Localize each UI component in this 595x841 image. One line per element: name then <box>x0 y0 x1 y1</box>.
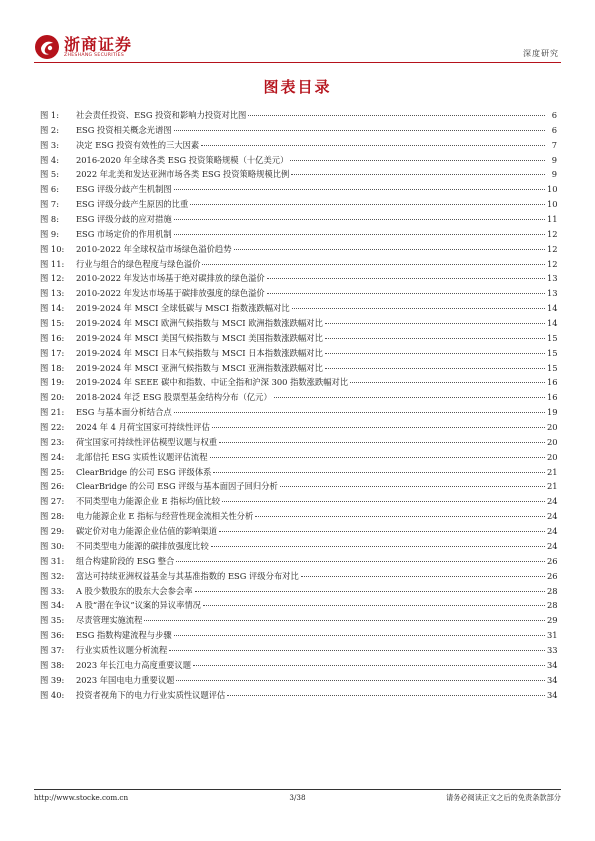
toc-leader-dots <box>213 472 545 473</box>
toc-page-number: 12 <box>547 243 558 254</box>
toc-figure-number: 图 30: <box>40 540 65 551</box>
toc-entry[interactable] <box>40 183 557 198</box>
toc-figure-number: 图 17: <box>40 347 65 358</box>
toc-leader-dots <box>291 174 545 175</box>
toc-figure-number: 图 8: <box>40 214 60 225</box>
toc-page-number: 21 <box>547 466 558 477</box>
toc-leader-dots <box>325 353 545 354</box>
toc-figure-title: 2018-2024 年泛 ESG 股票型基金结构分布（亿元） <box>76 392 272 403</box>
toc-figure-title: A 股“潜在争议”议案的异议率情况 <box>76 600 201 611</box>
toc-entry[interactable] <box>40 287 557 302</box>
toc-leader-dots <box>219 442 545 443</box>
toc-page-number: 33 <box>547 644 558 655</box>
toc-leader-dots <box>211 546 545 547</box>
toc-figure-number: 图 1: <box>40 110 60 120</box>
toc-entry[interactable] <box>40 585 557 600</box>
toc-figure-number: 图 2: <box>40 124 60 135</box>
toc-leader-dots <box>325 323 545 324</box>
toc-page-number: 15 <box>547 347 558 358</box>
toc-entry[interactable] <box>40 243 557 258</box>
toc-figure-title: 不同类型电力能源企业 E 指标均值比较 <box>76 496 221 507</box>
toc-figure-title: 2016-2020 年全球各类 ESG 投资策略规模（十亿美元） <box>76 154 289 165</box>
toc-leader-dots <box>255 516 545 517</box>
toc-figure-title: 组合构建阶段的 ESG 整合 <box>76 555 175 566</box>
toc-figure-title: ESG 评级分歧产生机制图 <box>76 184 172 195</box>
toc-figure-number: 图 36: <box>40 630 65 641</box>
toc-figure-number: 图 40: <box>40 689 65 700</box>
toc-figure-title: 2019-2024 年 MSCI 全球低碳与 MSCI 指数涨跌幅对比 <box>76 303 290 314</box>
toc-figure-title: 不同类型电力能源的碳排放强度比较 <box>76 540 209 551</box>
toc-figure-title: ESG 评级分歧产生原因的比重 <box>76 199 189 210</box>
toc-figure-title: ESG 指数构建流程与步骤 <box>76 630 172 641</box>
toc-entry[interactable] <box>40 525 557 540</box>
logo-chinese-name: 浙商证券 <box>64 34 133 54</box>
toc-leader-dots <box>234 249 545 250</box>
toc-page-number: 9 <box>551 169 557 180</box>
toc-page-number: 14 <box>547 303 558 314</box>
toc-figure-number: 图 28: <box>40 511 65 522</box>
toc-leader-dots <box>144 620 545 621</box>
toc-leader-dots <box>219 531 545 532</box>
toc-page-number: 28 <box>547 585 558 596</box>
toc-entry[interactable] <box>40 570 557 585</box>
toc-page-number: 16 <box>547 377 558 388</box>
toc-leader-dots <box>193 665 545 666</box>
toc-leader-dots <box>174 635 545 636</box>
toc-figure-title: 2010-2022 年发达市场基于绝对碳排放的绿色溢价 <box>76 273 265 284</box>
toc-page-number: 24 <box>547 526 558 537</box>
toc-figure-title: 2023 年长江电力高度重要议题 <box>76 659 192 670</box>
toc-figure-number: 图 3: <box>40 139 60 150</box>
report-type: 深度研究 <box>523 49 559 58</box>
toc-page-number: 12 <box>547 228 558 239</box>
toc-figure-number: 图 9: <box>40 228 60 239</box>
toc-figure-number: 图 4: <box>40 154 60 165</box>
toc-figure-number: 图 23: <box>40 436 65 447</box>
toc-leader-dots <box>210 457 545 458</box>
toc-figure-title: A 股少数股东的股东大会参会率 <box>76 585 193 596</box>
toc-entry[interactable] <box>40 421 557 436</box>
toc-figure-number: 图 38: <box>40 659 65 670</box>
toc-figure-number: 图 12: <box>40 273 65 284</box>
toc-page-number: 10 <box>547 199 558 210</box>
toc-figure-number: 图 20: <box>40 392 65 403</box>
toc-entry[interactable] <box>40 168 557 183</box>
footer-divider <box>34 789 561 790</box>
toc-figure-title: 2019-2024 年 MSCI 欧洲气候指数与 MSCI 欧洲指数涨跌幅对比 <box>76 318 323 329</box>
footer-disclaimer: 请务必阅读正文之后的免责条款部分 <box>445 793 561 802</box>
toc-figure-number: 图 24: <box>40 451 65 462</box>
toc-leader-dots <box>212 427 545 428</box>
toc-leader-dots <box>190 204 545 205</box>
toc-leader-dots <box>174 412 545 413</box>
toc-figure-title: 行业实质性议题分析流程 <box>76 644 168 655</box>
page-header <box>0 0 595 64</box>
zheshang-logo-icon <box>34 34 60 60</box>
toc-figure-title: ESG 投资相关概念光谱图 <box>76 124 172 135</box>
toc-leader-dots <box>202 264 545 265</box>
toc-leader-dots <box>176 561 545 562</box>
toc-entry[interactable] <box>40 302 557 317</box>
toc-page-number: 13 <box>547 273 558 284</box>
toc-leader-dots <box>280 486 545 487</box>
toc-figure-title: 投资者视角下的电力行业实质性议题评估 <box>76 689 226 700</box>
toc-figure-title: 2010-2022 年发达市场基于碳排放强度的绿色溢价 <box>76 288 265 299</box>
toc-page-number: 26 <box>547 555 558 566</box>
toc-figure-title: 碳定价对电力能源企业估值的影响渠道 <box>76 526 218 537</box>
toc-entry[interactable] <box>40 510 557 525</box>
toc-figure-number: 图 33: <box>40 585 65 596</box>
toc-leader-dots <box>169 650 545 651</box>
toc-entry[interactable] <box>40 376 557 391</box>
toc-figure-title: 2024 年 4 月荷宝国家可持续性评估 <box>76 422 210 433</box>
toc-figure-number: 图 32: <box>40 570 65 581</box>
toc-page-number: 21 <box>547 481 558 492</box>
toc-page-number: 26 <box>547 570 558 581</box>
toc-page-number: 15 <box>547 362 558 373</box>
toc-leader-dots <box>174 219 545 220</box>
toc-figure-number: 图 7: <box>40 199 60 210</box>
toc-leader-dots <box>267 278 545 279</box>
toc-figure-number: 图 29: <box>40 526 65 537</box>
toc-page-number: 34 <box>547 674 558 685</box>
toc-leader-dots <box>174 130 545 131</box>
toc-leader-dots <box>227 695 545 696</box>
footer-page-number: 3/38 <box>289 793 306 802</box>
toc-figure-number: 图 22: <box>40 422 65 433</box>
toc-figure-title: ClearBridge 的公司 ESG 评级体系 <box>76 466 212 477</box>
toc-figure-title: 社会责任投资、ESG 投资和影响力投资对比图 <box>76 110 247 120</box>
toc-entry[interactable] <box>40 347 557 362</box>
figure-list <box>40 109 557 703</box>
toc-figure-title: ESG 与基本面分析结合点 <box>76 407 172 418</box>
toc-page-number: 10 <box>547 184 558 195</box>
toc-entry[interactable] <box>40 228 557 243</box>
toc-page-number: 24 <box>547 496 558 507</box>
toc-entry[interactable] <box>40 272 557 287</box>
toc-leader-dots <box>267 293 545 294</box>
company-logo <box>34 34 132 60</box>
toc-entry[interactable] <box>40 154 557 169</box>
toc-figure-title: 富达可持续亚洲权益基金与其基准指数的 ESG 评级分布对比 <box>76 570 299 581</box>
toc-figure-title: ESG 评级分歧的应对措施 <box>76 214 172 225</box>
toc-figure-title: 电力能源企业 E 指标与经营性现金流相关性分析 <box>76 511 254 522</box>
page-title: 图表目录 <box>263 78 332 96</box>
toc-page-number: 6 <box>551 110 557 120</box>
toc-page-number: 14 <box>547 318 558 329</box>
toc-page-number: 28 <box>547 600 558 611</box>
header-divider <box>34 62 561 63</box>
toc-entry[interactable] <box>40 555 557 570</box>
toc-entry[interactable] <box>40 213 557 228</box>
toc-page-number: 6 <box>551 124 557 135</box>
toc-leader-dots <box>325 338 545 339</box>
toc-figure-title: 2019-2024 年 MSCI 亚洲气候指数与 MSCI 亚洲指数涨跌幅对比 <box>76 362 323 373</box>
toc-entry[interactable] <box>40 258 557 273</box>
toc-figure-number: 图 13: <box>40 288 65 299</box>
toc-leader-dots <box>274 397 545 398</box>
toc-page-number: 24 <box>547 540 558 551</box>
toc-figure-number: 图 21: <box>40 407 65 418</box>
toc-page-number: 16 <box>547 392 558 403</box>
toc-figure-number: 图 25: <box>40 466 65 477</box>
toc-figure-number: 图 16: <box>40 332 65 343</box>
toc-entry[interactable] <box>40 674 557 689</box>
toc-entry[interactable] <box>40 198 557 213</box>
toc-leader-dots <box>174 189 545 190</box>
toc-figure-title: ClearBridge 的公司 ESG 评级与基本面因子回归分析 <box>76 481 278 492</box>
toc-figure-title: 2019-2024 年 MSCI 美国气候指数与 MSCI 美国指数涨跌幅对比 <box>76 332 323 343</box>
toc-entry[interactable] <box>40 614 557 629</box>
toc-entry[interactable] <box>40 332 557 347</box>
toc-page-number: 15 <box>547 332 558 343</box>
toc-entry[interactable] <box>40 629 557 644</box>
toc-figure-title: ESG 市场定价的作用机制 <box>76 228 172 239</box>
toc-page-number: 31 <box>547 630 558 641</box>
toc-figure-title: 2019-2024 年 MSCI 日本气候指数与 MSCI 日本指数涨跌幅对比 <box>76 347 323 358</box>
toc-figure-title: 行业与组合的绿色程度与绿色溢价 <box>76 258 201 269</box>
toc-entry[interactable] <box>40 466 557 481</box>
toc-page-number: 29 <box>547 615 558 626</box>
toc-figure-number: 图 37: <box>40 644 65 655</box>
toc-entry[interactable] <box>40 139 557 154</box>
toc-entry[interactable] <box>40 495 557 510</box>
toc-leader-dots <box>350 382 545 383</box>
toc-figure-title: 2022 年北美和发达亚洲市场各类 ESG 投资策略规模比例 <box>76 169 290 180</box>
toc-entry[interactable] <box>40 689 557 704</box>
toc-figure-number: 图 35: <box>40 615 65 626</box>
toc-figure-number: 图 26: <box>40 481 65 492</box>
toc-page-number: 19 <box>547 407 558 418</box>
toc-figure-title: 2019-2024 年 SEEE 碳中和指数、中证全指和沪深 300 指数涨跌幅对比 <box>76 377 349 388</box>
toc-leader-dots <box>222 501 545 502</box>
toc-page-number: 12 <box>547 258 558 269</box>
toc-page-number: 13 <box>547 288 558 299</box>
toc-leader-dots <box>201 145 545 146</box>
toc-page-number: 7 <box>551 139 557 150</box>
toc-figure-number: 图 14: <box>40 303 65 314</box>
toc-figure-number: 图 27: <box>40 496 65 507</box>
toc-leader-dots <box>203 605 545 606</box>
toc-leader-dots <box>174 234 545 235</box>
toc-entry[interactable] <box>40 540 557 555</box>
toc-entry[interactable] <box>40 406 557 421</box>
toc-page-number: 11 <box>547 214 558 225</box>
toc-figure-title: 尽责管理实施流程 <box>76 615 143 626</box>
toc-figure-number: 图 19: <box>40 377 65 388</box>
toc-leader-dots <box>195 591 546 592</box>
toc-page-number: 9 <box>551 154 557 165</box>
toc-figure-number: 图 18: <box>40 362 65 373</box>
toc-leader-dots <box>176 680 545 681</box>
toc-figure-title: 2023 年国电电力重要议题 <box>76 674 175 685</box>
toc-entry[interactable] <box>40 480 557 495</box>
toc-entry[interactable] <box>40 436 557 451</box>
toc-figure-number: 图 34: <box>40 600 65 611</box>
toc-page-number: 34 <box>547 659 558 670</box>
toc-figure-number: 图 6: <box>40 184 60 195</box>
toc-figure-number: 图 39: <box>40 674 65 685</box>
toc-leader-dots <box>290 160 545 161</box>
toc-leader-dots <box>301 576 545 577</box>
toc-leader-dots <box>325 368 545 369</box>
toc-entry[interactable] <box>40 599 557 614</box>
toc-page-number: 20 <box>547 451 558 462</box>
toc-entry[interactable] <box>40 124 557 139</box>
toc-entry[interactable] <box>40 659 557 674</box>
toc-figure-number: 图 11: <box>40 258 65 269</box>
toc-entry[interactable] <box>40 644 557 659</box>
toc-leader-dots <box>292 308 545 309</box>
toc-figure-number: 图 15: <box>40 318 65 329</box>
toc-figure-number: 图 10: <box>40 243 65 254</box>
toc-page-number: 20 <box>547 422 558 433</box>
toc-figure-title: 北部信托 ESG 实质性议题评估流程 <box>76 451 208 462</box>
toc-figure-title: 2010-2022 年全球权益市场绿色溢价趋势 <box>76 243 232 254</box>
toc-entry[interactable] <box>40 362 557 377</box>
footer-url[interactable]: http://www.stocke.com.cn <box>34 793 129 802</box>
toc-page-number: 24 <box>547 511 558 522</box>
toc-entry[interactable] <box>40 451 557 466</box>
toc-figure-number: 图 31: <box>40 555 65 566</box>
toc-entry[interactable] <box>40 391 557 406</box>
toc-figure-title: 决定 ESG 投资有效性的三大因素 <box>76 139 200 150</box>
toc-page-number: 34 <box>547 689 558 700</box>
logo-english-name: ZHESHANG SECURITIES <box>64 52 125 58</box>
toc-figure-title: 荷宝国家可持续性评估模型议题与权重 <box>76 436 218 447</box>
toc-entry[interactable] <box>40 317 557 332</box>
toc-entry[interactable] <box>40 109 557 124</box>
toc-page-number: 20 <box>547 436 558 447</box>
toc-leader-dots <box>248 115 545 116</box>
toc-figure-number: 图 5: <box>40 169 60 180</box>
